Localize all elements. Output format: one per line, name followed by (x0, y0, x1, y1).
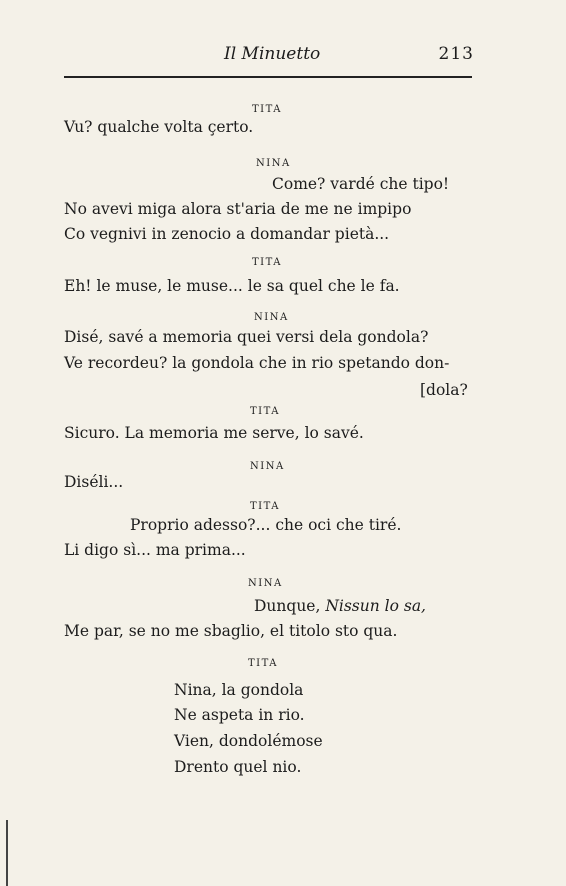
speaker-tita: TITA (250, 501, 280, 512)
speaker-tita: TITA (252, 104, 282, 115)
verse-line: Ve recordeu? la gondola che in rio spetando don- (64, 354, 450, 372)
verse-line: Me par, se no me sbaglio, el titolo sto qua. (64, 622, 398, 640)
song-line: Vien, dondolémose (174, 732, 323, 750)
running-header (64, 44, 474, 68)
song-line: Ne aspeta in rio. (174, 706, 305, 724)
speaker-nina: NINA (248, 578, 283, 589)
speaker-nina: NINA (254, 312, 289, 323)
verse-line-continuation: [dola? (420, 381, 468, 399)
verse-line: Diséli... (64, 473, 124, 491)
verse-line: Li digo sì... ma prima... (64, 541, 246, 559)
page-binding-edge (0, 820, 8, 886)
verse-text: Dunque, (254, 597, 326, 615)
verse-line (254, 597, 426, 615)
song-line: Drento quel nio. (174, 758, 302, 776)
verse-line: Eh! le muse, le muse... le sa quel che le fa. (64, 277, 400, 295)
speaker-nina: NINA (256, 158, 291, 169)
verse-line: Proprio adesso?... che oci che tiré. (130, 516, 402, 534)
song-title: Nissun lo sa, (325, 597, 426, 615)
verse-line: Vu? qualche volta çerto. (64, 118, 254, 136)
verse-line: Disé, savé a memoria quei versi dela gondola? (64, 328, 429, 346)
speaker-tita: TITA (252, 257, 282, 268)
page-number: 213 (438, 44, 474, 64)
running-title: Il Minuetto (224, 44, 321, 64)
verse-line: Sicuro. La memoria me serve, lo savé. (64, 424, 364, 442)
verse-line: No avevi miga alora st'aria de me ne impipo (64, 200, 412, 218)
speaker-tita: TITA (248, 658, 278, 669)
verse-line: Co vegnivi in zenocio a domandar pietà... (64, 225, 390, 243)
speaker-nina: NINA (250, 461, 285, 472)
verse-line: Come? vardé che tipo! (272, 175, 450, 193)
song-line: Nina, la gondola (174, 681, 304, 699)
header-rule (64, 76, 472, 78)
speaker-tita: TITA (250, 406, 280, 417)
